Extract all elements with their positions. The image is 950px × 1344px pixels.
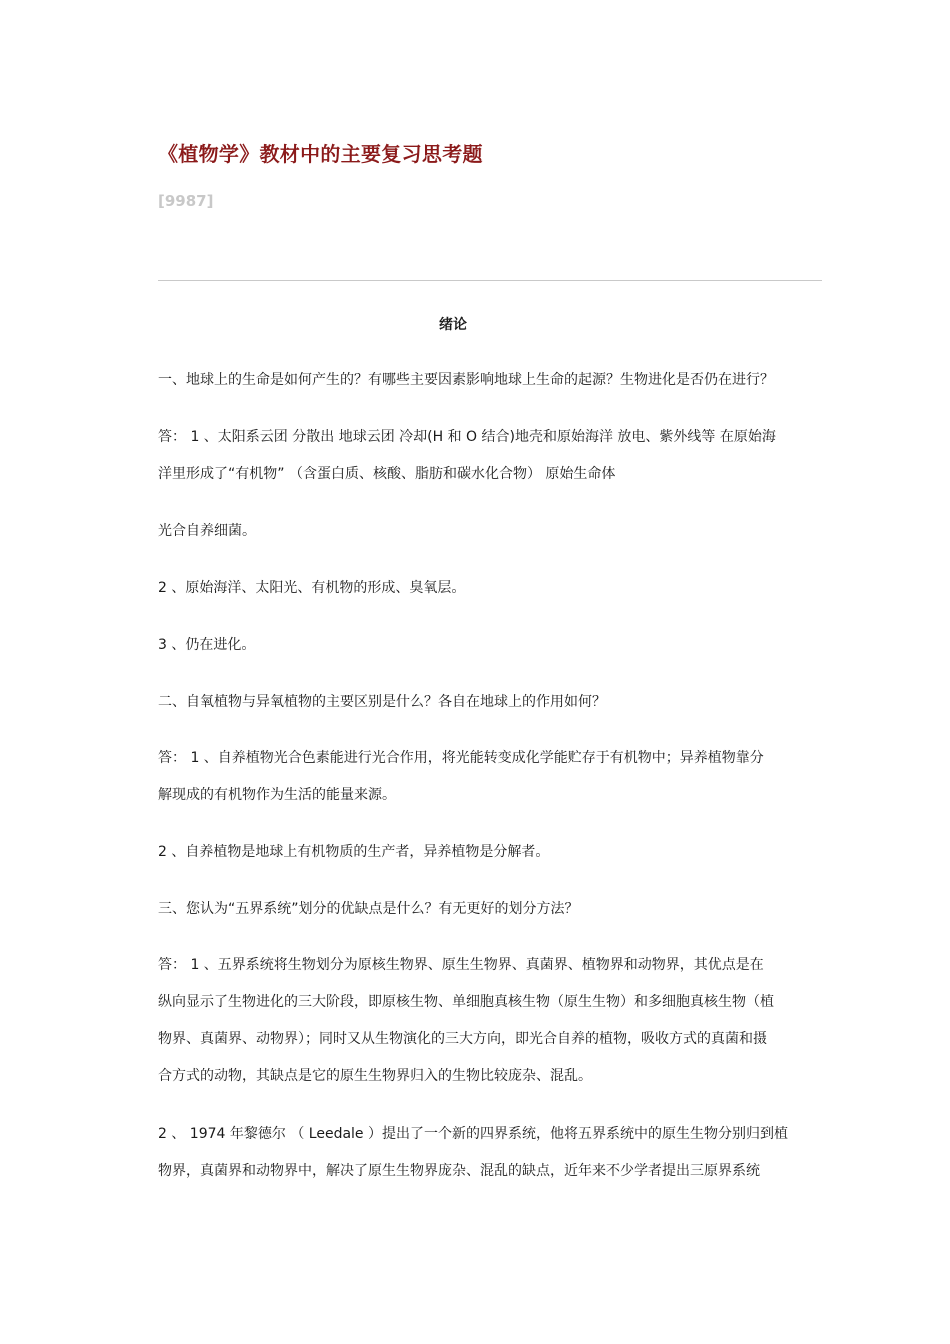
text-line: 洋里形成了“有机物” （含蛋白质、核酸、脂肪和碳水化合物） 原始生命体	[158, 466, 616, 482]
text-line: 合方式的动物，其缺点是它的原生生物界归入的生物比较庞杂、混乱。	[158, 1068, 592, 1084]
answer-1-part-2	[158, 570, 798, 607]
text-line: 光合自养细菌。	[158, 523, 256, 539]
text-line: 三、您认为“五界系统”划分的优缺点是什么？有无更好的划分方法？	[158, 901, 579, 917]
answer-2-part-2	[158, 834, 798, 871]
text-line: 3 、仍在进化。	[158, 637, 256, 653]
text-line: 2 、自养植物是地球上有机物质的生产者，异养植物是分解者。	[158, 844, 550, 860]
answer-1-part-1	[158, 419, 798, 493]
text-line: 二、自氧植物与异氧植物的主要区别是什么？各自在地球上的作用如何？	[158, 694, 606, 710]
text-line: 答： 1 、自养植物光合色素能进行光合作用，将光能转变成化学能贮存于有机物中；异养植物靠分	[158, 750, 764, 766]
answer-2-part-1	[158, 740, 798, 814]
text-line: 一、地球上的生命是如何产生的？有哪些主要因素影响地球上生命的起源？生物进化是否仍在进行？	[158, 372, 774, 388]
title-divider	[158, 280, 822, 281]
text-line: 物界、真菌界、动物界）；同时又从生物演化的三大方向，即光合自养的植物，吸收方式的真菌和摄	[158, 1031, 767, 1047]
text-line: 纵向显示了生物进化的三大阶段，即原核生物、单细胞真核生物（原生生物）和多细胞真核生物（植	[158, 994, 774, 1010]
question-2	[158, 684, 798, 721]
text-line: 2 、 1974 年黎德尔 （ Leedale ）提出了一个新的四界系统，他将五界系统中的原生生物分别归到植	[158, 1126, 788, 1142]
question-3	[158, 891, 798, 928]
answer-3-part-1	[158, 947, 798, 1095]
document-id: [9987]	[158, 192, 214, 210]
text-line: 答： 1 、五界系统将生物划分为原核生物界、原生生物界、真菌界、植物界和动物界，其优点是在	[158, 957, 764, 973]
question-1	[158, 362, 798, 399]
text-line: 解现成的有机物作为生活的能量来源。	[158, 787, 396, 803]
text-line: 答： 1 、太阳系云团 分散出 地球云团 冷却(H 和 O 结合)地壳和原始海洋 放电、紫外线等 在原始海	[158, 429, 776, 445]
section-heading: 绪论	[439, 317, 467, 333]
answer-3-part-2	[158, 1116, 798, 1190]
text-line: 2 、原始海洋、太阳光、有机物的形成、臭氧层。	[158, 580, 466, 596]
document-title: 《植物学》教材中的主要复习思考题	[158, 142, 483, 166]
text-line: 物界，真菌界和动物界中，解决了原生生物界庞杂、混乱的缺点，近年来不少学者提出三原界系统	[158, 1163, 760, 1179]
answer-1-part-3	[158, 627, 798, 664]
answer-1-continuation	[158, 513, 798, 550]
